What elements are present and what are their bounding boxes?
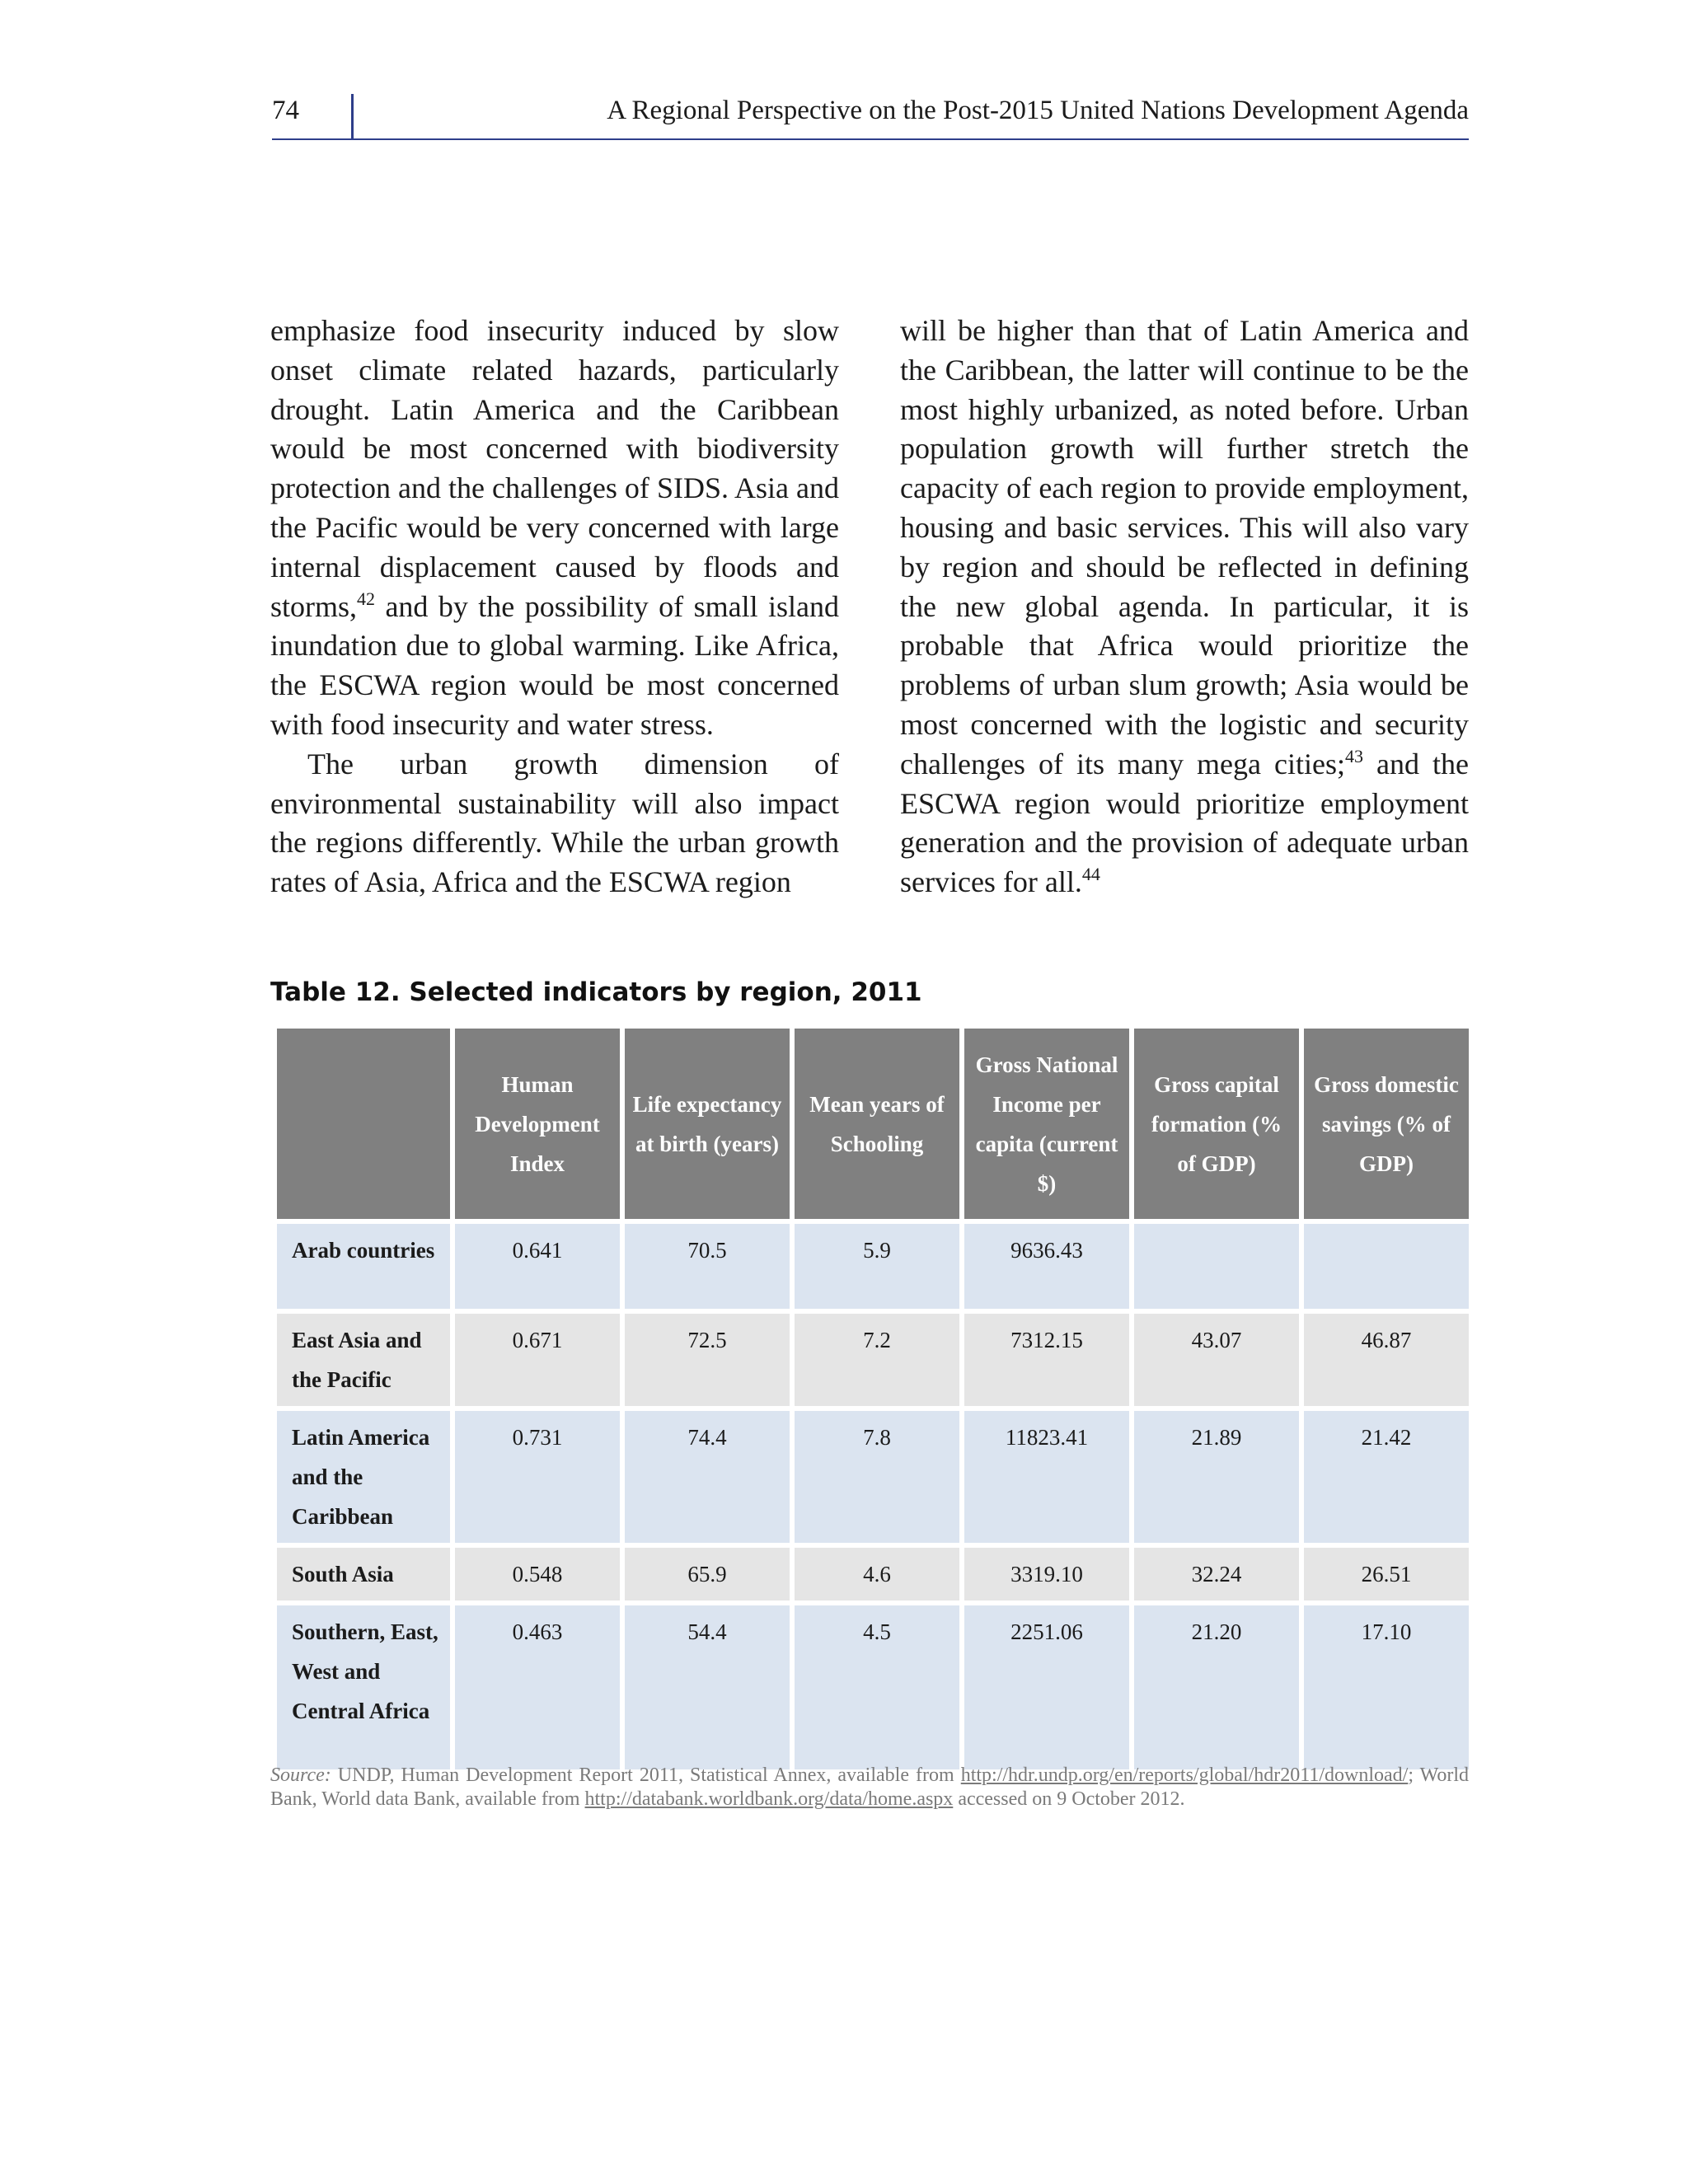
right-paragraph: will be higher than that of Latin America and the Caribbean, the latter will continue to be the most highly urbanized, as noted before. Urban population growth will further stretch the capacity of each region to provide employment, housing and basic services. This will also vary by region and should be reflected in defining the new global agenda. In particular, it is probable that Africa would prioritize the problems of urban slum growth; Asia would be most concerned with the logistic and security challenges of its many mega cities;$^{43}$ and the ESCWA region would prioritize employment generation and the provision of adequate urban services for all.$^{44}$ (900, 314, 1469, 899)
table-cell: 21.42 (1301, 1408, 1471, 1545)
table-row (274, 1311, 1471, 1408)
table-cell: 3319.10 (962, 1545, 1132, 1603)
header-cell-region (274, 1026, 452, 1221)
table-cell: 4.5 (792, 1603, 962, 1772)
table-cell: 4.6 (792, 1545, 962, 1603)
worldbank-link[interactable]: http://databank.worldbank.org/data/home.aspx (584, 1788, 954, 1810)
table-cell: 70.5 (622, 1221, 792, 1311)
undp-link[interactable]: http://hdr.undp.org/en/reports/global/hdr2011/download/ (960, 1765, 1409, 1786)
table-cell: 0.548 (452, 1545, 622, 1603)
header-cell-schooling: Mean years of Schooling (792, 1026, 962, 1221)
table-cell: 54.4 (622, 1603, 792, 1772)
table-row (274, 1408, 1471, 1545)
table-cell: 7.2 (792, 1311, 962, 1408)
row-label: East Asia and the Pacific (274, 1311, 452, 1408)
table-cell: 9636.43 (962, 1221, 1132, 1311)
footnote-ref-42[interactable]: 42 (357, 588, 376, 609)
table-cell: 26.51 (1301, 1545, 1471, 1603)
table-cell: 0.731 (452, 1408, 622, 1545)
row-label: Latin America and the Caribbean (274, 1408, 452, 1545)
table-cell: 0.463 (452, 1603, 622, 1772)
table-cell: 7.8 (792, 1408, 962, 1545)
page-header (272, 92, 1469, 140)
table-title: Table 12. Selected indicators by region, 2011 (270, 977, 922, 1007)
table-cell: 21.89 (1132, 1408, 1301, 1545)
table-cell (1301, 1221, 1471, 1311)
table-cell: 0.671 (452, 1311, 622, 1408)
table-cell: 46.87 (1301, 1311, 1471, 1408)
table-cell: 7312.15 (962, 1311, 1132, 1408)
table-cell (1132, 1221, 1301, 1311)
table-cell: 11823.41 (962, 1408, 1132, 1545)
table-cell: 43.07 (1132, 1311, 1301, 1408)
page-number: 74 (272, 96, 299, 125)
left-paragraph-1: emphasize food insecurity induced by slow onset climate related hazards, particularly drought. Latin America and the Caribbean would be most concerned with biodiversity protection and the challenges of SIDS. Asia and the Pacific would be very concerned with large internal displacement caused by floods and storms,$^{42}$ and by the possibility of small island inundation due to global warming. Like Africa, the ESCWA region would be most concerned with food insecurity and water stress. (270, 314, 839, 741)
table-cell: 5.9 (792, 1221, 962, 1311)
footnote-ref-44[interactable]: 44 (1081, 864, 1100, 885)
header-cell-hdi: Human Development Index (452, 1026, 622, 1221)
table-cell: 2251.06 (962, 1603, 1132, 1772)
source-label: Source: (270, 1765, 331, 1786)
table-cell: 74.4 (622, 1408, 792, 1545)
left-column (270, 312, 839, 902)
table-cell: 17.10 (1301, 1603, 1471, 1772)
footnote-ref-43[interactable]: 43 (1344, 745, 1363, 766)
table-header-row (274, 1026, 1471, 1221)
table-cell: 0.641 (452, 1221, 622, 1311)
table-cell: 72.5 (622, 1311, 792, 1408)
indicators-table (272, 1024, 1474, 1774)
right-column (900, 312, 1469, 902)
table-row (274, 1545, 1471, 1603)
running-title: A Regional Perspective on the Post-2015 United Nations Development Agenda (607, 96, 1469, 125)
row-label: Southern, East, West and Central Africa (274, 1603, 452, 1772)
table-cell: 32.24 (1132, 1545, 1301, 1603)
table-row (274, 1603, 1471, 1772)
table-cell: 65.9 (622, 1545, 792, 1603)
row-label: South Asia (274, 1545, 452, 1603)
header-cell-capital-formation: Gross capital formation (% of GDP) (1132, 1026, 1301, 1221)
header-cell-life-expectancy: Life expectancy at birth (years) (622, 1026, 792, 1221)
table-row (274, 1221, 1471, 1311)
left-paragraph-2: The urban growth dimension of environmental sustainability will also impact the regions differently. While the urban growth rates of Asia, Africa and the ESCWA region (270, 747, 839, 899)
table-cell: 21.20 (1132, 1603, 1301, 1772)
row-label: Arab countries (274, 1221, 452, 1311)
header-separator (351, 94, 354, 138)
header-cell-gni: Gross National Income per capita (current $) (962, 1026, 1132, 1221)
header-cell-domestic-savings: Gross domestic savings (% of GDP) (1301, 1026, 1471, 1221)
source-note: Source: UNDP, Human Development Report 2011, Statistical Annex, available from http://hdr.undp.org/en/reports/global/hdr2011/download/; World Bank, World data Bank, available from http://databank.worldbank.org/data/home.aspx accessed on 9 October 2012. (270, 1765, 1470, 1810)
